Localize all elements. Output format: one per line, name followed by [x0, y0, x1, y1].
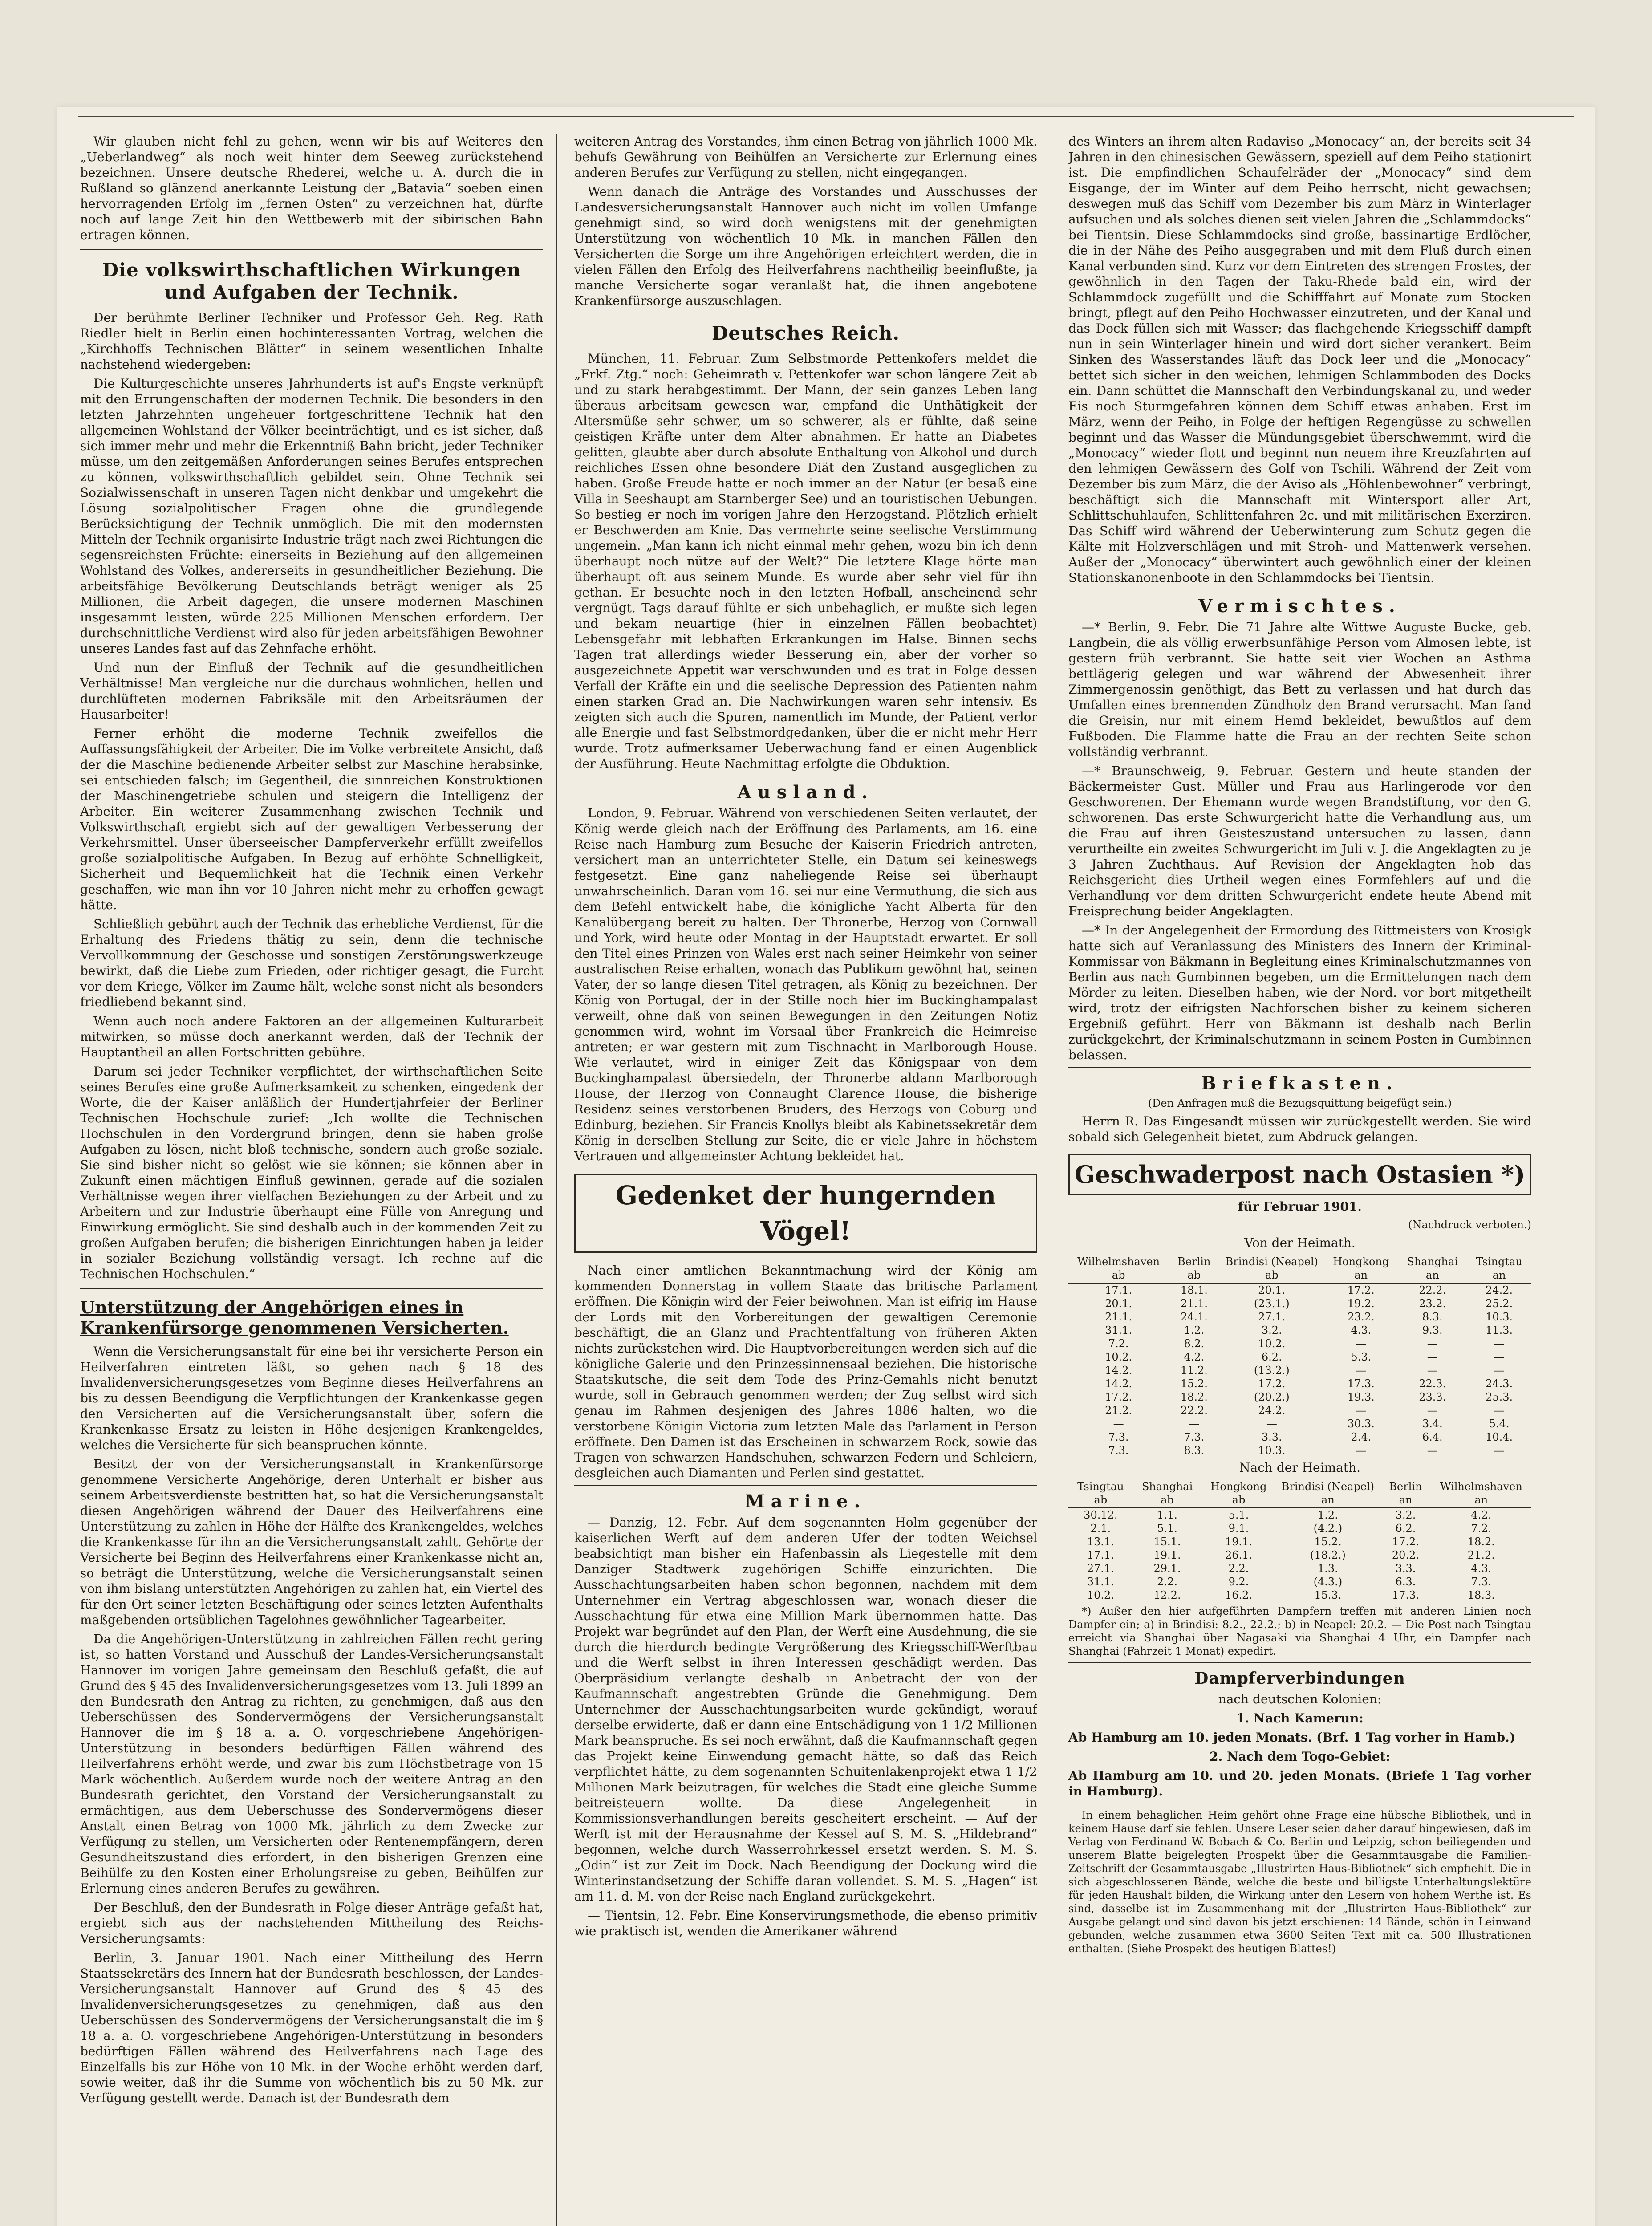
table-cell: 24.1.: [1180, 1311, 1208, 1323]
post-note: (Nachdruck verboten.): [1408, 1219, 1531, 1231]
section-divider: [80, 1288, 543, 1289]
article-paragraph: Der Beschluß, den der Bundesrath in Folge dieser Anträge gefaßt hat, ergiebt sich aus der nachstehenden Mittheilung des Reichs-Versicherungsamts:: [80, 1900, 543, 1946]
table-cell: 21.1.: [1105, 1311, 1132, 1323]
column-header: Wilhelmshaven an: [1431, 1479, 1531, 1508]
table-cell: —: [1356, 1364, 1367, 1377]
table-cell: 17.1.: [1087, 1549, 1114, 1561]
dampfer-togo-heading: 2. Nach dem Togo-Gebiet:: [1210, 1749, 1390, 1764]
table-cell: 23.2.: [1347, 1311, 1375, 1323]
table-caption-to-home: Nach der Heimath.: [1239, 1460, 1360, 1475]
top-rule: [78, 116, 1574, 117]
table-cell: 4.3.: [1471, 1562, 1492, 1575]
table-row: [1068, 1324, 1531, 1337]
headline-vermischtes: Vermischtes.: [1198, 596, 1401, 617]
advertisement-paragraph: In einem behaglichen Heim gehört ohne Frage eine hübsche Bibliothek, und in keinem Hause darf sie fehlen. Unsere Leser seien daher darauf hingewiesen, daß im Verlag von Ferdinand W. Bobach & Co. Berlin und Leipzig, schon beiliegenden und unserem Blatte beigelegten Prospekt über die Gesammtausgabe die Familien-Zeitschrift der Gesammtausgabe „Illustrirten Haus-Bibliothek“ sich empfiehlt. Die in sich abgeschlossenen Bände, welche die beste und billigste Unterhaltungslektüre für jeden Haushalt bilden, die Wirkung unter den Lesern von hohem Werthe ist. Es sind, dasselbe ist im Zusammenhang mit der „Illustrirten Haus-Bibliothek“ zur Ausgabe gelangt und sind davon bis jetzt erschienen: 14 Bände, schön in Leinwand gebunden, welche zusammen etwa 3600 Seiten Text mit ca. 500 Illustrationen enthalten. (Siehe Prospekt des heutigen Blattes!): [1068, 1809, 1531, 1955]
table-cell: 9.1.: [1228, 1522, 1249, 1535]
article-paragraph: des Winters an ihrem alten Radaviso „Monocacy“ an, der bereits seit 34 Jahren in den chinesischen Gewässern, speziell auf dem Peiho stationirt ist. Die empfindlichen Schaufelräder der „Monocacy“ sind dem Eisgange, der im Winter auf dem Peiho herrscht, nicht gewachsen; deswegen muß das Schiff vom Dezember bis zum März in Winterlager aufsuchen und als solches dienen seit vielen Jahren die „Schlammdocks“ bei Tientsin. Diese Schlammdocks sind große, bassinartige Erdlöcher, die in der Nähe des Peiho ausgegraben und mit dem Fluß durch einen Kanal verbunden sind. Kurz vor dem Eintreten des strengen Frostes, der gewöhnlich in den Tagen der Taku-Rhede bald ein, wird der Schlammdock zugefüllt und die Schifffahrt auf Monate zum Stocken bringt, pflegt auf den Peiho Hochwasser einzutreten, und der Kanal und das Dock füllen sich mit Wasser; das flachgehende Kriegsschiff dampft nun in sein Winterlager hinein und wird dort sicher verankert. Beim Sinken des Wasserstandes läuft das Dock leer und die „Monocacy“ bettet sich sicher in den weichen, lehmigen Schlammboden des Docks ein. Dann schüttet die Mannschaft den Verbindungskanal zu, und weder Eis noch Sturmgefahren können dem Schiff etwas anhaben. Erst im März, wenn der Peiho, in Folge der heftigen Regengüsse zu schwellen beginnt und das Wasser die Mündungsgebiet überschwemmt, wird die „Monocacy“ wieder flott und beginnt nun neuem ihre Kreuzfahrten auf den lehmigen Gewässern des Golf von Tschili. Während der Zeit vom Dezember bis zum März, die der Aviso als „Höhlenbewohner“ verbringt, beschäftigt sich die Mannschaft mit Wintersport aller Art, Schlittschuhlaufen, Schlittenfahren 2c. und mit militärischen Exerziren. Das Schiff wird während der Ueberwinterung zum Schutz gegen die Kälte mit Holzverschlägen und mit Stroh- und Mattenwerk versehen. Außer der „Monocacy“ überwintert auch gewöhnlich einer der kleinen Stationskanonenboote in den Schlammdocks bei Tientsin.: [1068, 134, 1531, 585]
article-paragraph: Der berühmte Berliner Techniker und Professor Geh. Reg. Rath Riedler hielt in Berlin einen hochinteressanten Vortrag, welchen die „Kirchhoffs Technischen Blätter“ in seinem wesentlichen Inhalte nachstehend wiedergeben:: [80, 310, 543, 372]
table-cell: —: [1356, 1404, 1367, 1417]
table-cell: (23.1.): [1254, 1297, 1290, 1310]
table-row: [1068, 1297, 1531, 1310]
table-cell: —: [1356, 1337, 1367, 1350]
table-cell: 21.2.: [1467, 1549, 1495, 1561]
table-row: [1068, 1404, 1531, 1417]
table-cell: 3.4.: [1422, 1418, 1443, 1430]
article-paragraph: — Danzig, 12. Febr. Auf dem sogenannten Holm gegenüber der kaiserlichen Werft auf dem anderen Ufer der todten Weichsel beabsichtigt man bisher ein Hafenbassin als Liegestelle mit dem Danziger Stadtwerk zugehörigen Schiffe einzurichten. Die Ausschachtungsarbeiten haben schon begonnen, nachdem mit dem Unternehmer ein Vertrag abgeschlossen war, wonach dieser die Ausschachtung für etwa eine Million Mark übernommen hatte. Das Projekt war begründet auf den Plan, der Werft eine Ausdehnung, die sie durch die hierdurch bedingte Vergrößerung des Kriegsschiff-Werftbau und die Werft selbst in ihren Interessen geschädigt werden. Das Oberpräsidium verlangte deshalb in Anbetracht der von der Kaufmannschaft angestrebten Gründe die Genehmigung. Dem Unternehmer der Ausschachtungsarbeiten wurde gekündigt, worauf derselbe erwiderte, daß er dann eine Entschädigung von 1 1/2 Millionen Mark beanspruche. Es sei noch erwähnt, daß die Kaufmannschaft gegen das Projekt keine Einwendung gemacht hätte, so daß das Reich verpflichtet hätte, zu dem sogenannten Schuitenlakenprojekt etwa 1 1/2 Millionen Mark beizutragen, für welches die Stadt eine gleiche Summe beitreisteuern wollte. Da diese Angelegenheit in Kommissionsverhandlungen bereits gescheitert erscheint. — Auf der Werft ist mit der Herausnahme der Kessel auf S. M. S. „Hildebrand“ begonnen, welche durch Wasserrohrkessel ersetzt werden. S. M. S. „Odin“ ist zur Zeit im Dock. Nach Beendigung der Dockung wird die Winterinstandsetzung der Schiffe daran vollendet. S. M. S. „Hagen“ ist am 11. d. M. von der Reise nach England zurückgekehrt.: [574, 1515, 1037, 1904]
article-paragraph: —* Braunschweig, 9. Februar. Gestern und heute standen der Bäckermeister Gust. Müller und Frau aus Harlingerode vor den Geschworenen. Der Ehemann wurde wegen Brandstiftung, vor den G. schworenen. Das erste Schwurgericht hatte die Verhandlung aus, um die Frau auf ihren Geisteszustand untersuchen zu lassen, dann verurtheilte ein zweites Schwurgericht im Juli v. J. die Angeklagten zu je 3 Jahren Zuchthaus. Auf Revision der Angeklagten hob das Reichsgericht dies Urtheil wegen eines Formfehlers auf und die Verhandlung vor dem dritten Schwurgericht endete heute Abend mit Freisprechung beider Angeklagten.: [1068, 764, 1531, 918]
table-cell: —: [1494, 1364, 1505, 1377]
table-cell: 22.2.: [1419, 1284, 1446, 1296]
article-paragraph: Wir glauben nicht fehl zu gehen, wenn wir bis auf Weiteres den „Ueberlandweg“ als noch weit hinter dem Seeweg zurückstehend bezeichnen. Unsere deutsche Rhederei, welche u. A. durch die in Rußland so glänzend anerkannte Leistung der „Batavia“ soeben einen hervorragenden Erfolg im „fernen Osten“ zu verzeichnen hat, dürfte noch auf lange Zeit hin den Wettbewerb mit der sibirischen Bahn ertragen können.: [80, 134, 543, 242]
article-paragraph: —* Berlin, 9. Febr. Die 71 Jahre alte Wittwe Auguste Bucke, geb. Langbein, die als völlig erwerbsunfähige Person vom Almosen lebte, ist gestern früh verbrannt. Sie hatte seit vier Wochen an Asthma bettlägerig gelegen und war während der Abwesenheit ihrer Zimmergenossin genöthigt, das Bett zu verlassen und hat durch das Umfallen eines brennenden Zündholz den Brand verursacht. Man fand die Greisin, nur mit einem Hemd bekleidet, bewußtlos auf dem Fußboden. Die Flamme hatte die Frau an der rechten Seite schon vollständig verbrannt.: [1068, 620, 1531, 759]
table-cell: 3.3.: [1395, 1562, 1416, 1575]
table-cell: (20.2.): [1254, 1391, 1290, 1403]
table-cell: 4.2.: [1471, 1509, 1492, 1521]
table-cell: —: [1494, 1404, 1505, 1417]
table-cell: 2.1.: [1090, 1522, 1111, 1535]
table-cell: 5.1.: [1157, 1522, 1177, 1535]
table-row: [1068, 1337, 1531, 1350]
table-cell: 2.4.: [1351, 1431, 1372, 1443]
article-paragraph: Und nun der Einfluß der Technik auf die gesundheitlichen Verhältnisse! Man vergleiche nur die durchaus wohnlichen, hellen und durchlüfteten modernen Fabriksäle mit den Arbeitsräumen der Hausarbeiter!: [80, 660, 543, 722]
article-paragraph: — Tientsin, 12. Febr. Eine Konservirungsmethode, die ebenso primitiv wie praktisch ist, wenden die Amerikaner während: [574, 1908, 1037, 1938]
table-cell: 17.2.: [1392, 1535, 1419, 1548]
table-cell: 18.2.: [1180, 1391, 1208, 1403]
table-cell: 31.1.: [1105, 1324, 1132, 1336]
table-row: [1068, 1377, 1531, 1390]
table-row: [1068, 1562, 1531, 1575]
headline-unterstuetzung: Unterstützung der Angehörigen eines in Krankenfürsorge genommenen Versicherten.: [80, 1297, 509, 1338]
table-cell: —: [1427, 1337, 1438, 1350]
table-cell: 19.3.: [1347, 1391, 1375, 1403]
table-cell: 16.2.: [1225, 1589, 1253, 1601]
table-cell: 8.3.: [1422, 1311, 1443, 1323]
table-cell: 5.4.: [1489, 1418, 1510, 1430]
schedule-table-from-home: [1068, 1254, 1531, 1457]
table-header-row: [1068, 1479, 1531, 1508]
table-cell: 23.2.: [1419, 1297, 1446, 1310]
table-cell: —: [1494, 1444, 1505, 1457]
column-header: Berlin ab: [1169, 1254, 1219, 1283]
headline-briefkasten: Briefkasten.: [1201, 1073, 1399, 1094]
table-row: [1068, 1444, 1531, 1457]
table-cell: 4.3.: [1351, 1324, 1372, 1336]
table-cell: 9.2.: [1228, 1576, 1249, 1588]
table-cell: 7.2.: [1108, 1337, 1129, 1350]
table-cell: 10.2.: [1258, 1337, 1286, 1350]
table-cell: —: [1266, 1418, 1277, 1430]
table-cell: 2.2.: [1157, 1576, 1177, 1588]
article-paragraph: weiteren Antrag des Vorstandes, ihm einen Betrag von jährlich 1000 Mk. behufs Gewährung von Beihülfen an Versicherte zur Erlernung eines anderen Berufes zur Verfügung zu stellen, nicht eingegangen.: [574, 134, 1037, 180]
headline-marine: Marine.: [745, 1491, 867, 1512]
table-cell: 23.3.: [1419, 1391, 1446, 1403]
table-cell: 30.12.: [1084, 1509, 1118, 1521]
article-paragraph: Ferner erhöht die moderne Technik zweifellos die Auffassungsfähigkeit der Arbeiter. Die im Volke verbreitete Ansicht, daß der die Maschine bedienende Arbeiter selbst zur Maschine herabsinke, sei entschieden falsch; im Gegentheil, die sinnreichen Konstruktionen der Maschinengetriebe schulen und steigern die Intelligenz der Arbeiter. Ein weiterer Zusammenhang zwischen Technik und Volkswirthschaft ergiebt sich auf der gewaltigen Verbesserung der Verkehrsmittel. Unser überseeischer Dampferverkehr erfüllt zweifellos große sozialpolitische Aufgaben. In Bezug auf erhöhte Schnelligkeit, Sicherheit und Bequemlichkeit hat die Technik einen Verkehr geschaffen, wie man ihn vor 10 Jahren nicht mehr zu erhoffen gewagt hätte.: [80, 726, 543, 912]
column-header: Wilhelmshaven ab: [1068, 1254, 1169, 1283]
table-cell: 8.3.: [1184, 1444, 1205, 1457]
table-cell: 5.3.: [1351, 1351, 1372, 1363]
table-cell: 3.2.: [1261, 1324, 1282, 1336]
table-cell: 17.3.: [1347, 1377, 1375, 1390]
headline-dampferverbindungen: Dampferverbindungen: [1194, 1669, 1405, 1688]
column-header: Shanghai an: [1398, 1254, 1467, 1283]
table-row: [1068, 1548, 1531, 1562]
table-cell: —: [1356, 1444, 1367, 1457]
section-divider: [1068, 1067, 1531, 1068]
headline-ausland: Ausland.: [737, 782, 874, 803]
column-header: Shanghai ab: [1133, 1479, 1202, 1508]
table-cell: 7.2.: [1471, 1522, 1492, 1535]
article-paragraph: Wenn danach die Anträge des Vorstandes und Ausschusses der Landesversicherungsanstalt Hannover auch nicht im vollen Umfange genehmigt sind, so wird doch wenigstens mit der genehmigten Unterstützung von wöchentlich 10 Mk. in manchen Fällen den Versicherten die Sorge um ihre Angehörigen erleichtert werden, die in vielen Fällen den Erfolg des Heilverfahrens nachtheilig beeinflußte, ja manche Versicherte sogar veranlaßt hat, die ihnen angebotene Krankenfürsorge auszuschlagen.: [574, 184, 1037, 308]
table-cell: 21.2.: [1105, 1404, 1132, 1417]
table-cell: 17.1.: [1105, 1284, 1132, 1296]
article-paragraph: Die Kulturgeschichte unseres Jahrhunderts ist auf's Engste verknüpft mit den Errungenschaften der modernen Technik. Die besonders in den letzten Jahrzehnten ungeheuer fortgeschrittene Technik hat den allgemeinen Wohlstand der Völker beeinträchtigt, und es ist sicher, daß sich immer mehr und mehr die Erkenntniß Bahn bricht, jeder Techniker müsse, um den zeitgemäßen Anforderungen seines Berufes entsprechen zu können, volkswirthschaftlich gebildet sein. Ohne Technik sei Sozialwissenschaft in unseren Tagen nicht denkbar und umgekehrt die Lösung sozialpolitischer Fragen ohne die grundlegende Berücksichtigung der Technik unmöglich. Die mit den modernsten Mitteln der Technik organisirte Industrie trägt nach zwei Richtungen die segensreichsten Früchte: einerseits in Beziehung auf den allgemeinen Wohlstand des Volkes, andererseits in gesundheitlicher Beziehung. Die arbeitsfähige Bevölkerung Deutschlands beträgt weniger als 25 Millionen, die Arbeit dagegen, die unsere modernen Maschinen insgesammt leisten, würde 225 Millionen Menschen erfordern. Der durchschnittliche Verdienst wird also für jeden arbeitsfähigen Bewohner unseres Landes fast auf das Zehnfache erhöht.: [80, 376, 543, 656]
column-header: Hongkong ab: [1201, 1479, 1275, 1508]
table-cell: 1.2.: [1318, 1509, 1338, 1521]
article-paragraph: —* In der Angelegenheit der Ermordung des Rittmeisters von Krosigk hatte sich auf Veranlassung des Ministers des Innern der Kriminal-Kommissar von Bäkmann in Begleitung eines Kriminalschutzmannes von Berlin aus nach Gumbinnen begeben, um die Ermittelungen nach dem Mörder zu leiten. Dieselben haben, wie der Nord. vor bort mitgetheilt wird, trotz der eifrigsten Nachforschen bisher zu keinem sicheren Ergebniß geführt. Herr von Bäkmann ist deshalb nach Berlin zurückgekehrt, der Kriminalschutzmann in seinem Posten in Gumbinnen belassen.: [1068, 923, 1531, 1062]
table-row: [1068, 1283, 1531, 1297]
column-right: [1068, 134, 1531, 2226]
table-row: [1068, 1522, 1531, 1535]
article-paragraph: Besitzt der von der Versicherungsanstalt in Krankenfürsorge genommene Versicherte Angehörige, deren Unterhalt er bisher aus seinem Arbeitsverdienste bestritten hat, so hat die Versicherungsanstalt diesen Angehörigen während der Dauer des Heilverfahrens eine Unterstützung zu zahlen in Höhe der Hälfte des Krankengeldes, welches die Krankenkasse für ihn an die Versicherungsanstalt zahlt. Gehörte der Versicherte bei Beginn des Heilverfahrens einer Krankenkasse nicht an, so beträgt die Unterstützung, welche die Versicherungsanstalt seinen von ihm bislang unterstützten Angehörigen zu zahlen hat, ein Viertel des für den Ort seiner letzten Beschäftigung oder seines letzten Aufenthalts maßgebenden ortsüblichen Tagelohnes gewöhnlicher Tagearbeiter.: [80, 1457, 543, 1627]
table-cell: 7.3.: [1184, 1431, 1205, 1443]
table-cell: (4.2.): [1313, 1522, 1343, 1535]
table-cell: 10.2.: [1105, 1351, 1132, 1363]
table-cell: 13.1.: [1087, 1535, 1114, 1548]
table-cell: 31.1.: [1087, 1576, 1114, 1588]
table-row: [1068, 1535, 1531, 1548]
column-header: Brindisi (Neapel) ab: [1220, 1254, 1324, 1283]
post-subtitle: für Februar 1901.: [1238, 1199, 1362, 1214]
table-cell: 8.2.: [1184, 1337, 1205, 1350]
table-cell: 27.1.: [1258, 1311, 1286, 1323]
table-row: [1068, 1350, 1531, 1364]
table-row: [1068, 1575, 1531, 1588]
table-cell: 22.2.: [1180, 1404, 1208, 1417]
table-cell: 6.4.: [1422, 1431, 1443, 1443]
table-cell: 12.2.: [1153, 1589, 1181, 1601]
article-paragraph: Wenn auch noch andere Faktoren an der allgemeinen Kulturarbeit mitwirken, so müsse doch anerkannt werden, daß der Technik der Hauptantheil an allen Fortschritten gebühre.: [80, 1014, 543, 1060]
table-cell: 24.3.: [1486, 1377, 1513, 1390]
table-cell: (18.2.): [1310, 1549, 1346, 1561]
table-cell: —: [1189, 1418, 1200, 1430]
table-cell: 24.2.: [1486, 1284, 1513, 1296]
table-cell: 9.3.: [1422, 1324, 1443, 1336]
article-paragraph: Herrn R. Das Eingesandt müssen wir zurückgestellt werden. Sie wird sobald sich Gelegenheit bietet, zum Abdruck gelangen.: [1068, 1114, 1531, 1144]
table-cell: 19.2.: [1347, 1297, 1375, 1310]
table-cell: 10.3.: [1486, 1311, 1513, 1323]
table-cell: 30.3.: [1347, 1418, 1375, 1430]
column-middle: [574, 134, 1037, 2226]
table-cell: 6.3.: [1395, 1576, 1416, 1588]
table-cell: —: [1427, 1364, 1438, 1377]
column-header: Brindisi (Neapel) an: [1276, 1479, 1380, 1508]
table-cell: 7.3.: [1471, 1576, 1492, 1588]
table-cell: —: [1427, 1351, 1438, 1363]
table-cell: 22.3.: [1419, 1377, 1446, 1390]
table-cell: 10.2.: [1087, 1589, 1114, 1601]
table-cell: 1.1.: [1157, 1509, 1177, 1521]
table-cell: 1.3.: [1318, 1562, 1338, 1575]
table-cell: 2.2.: [1228, 1562, 1249, 1575]
table-cell: 24.2.: [1258, 1404, 1286, 1417]
table-row: [1068, 1390, 1531, 1404]
table-row: [1068, 1310, 1531, 1324]
article-paragraph: London, 9. Februar. Während von verschiedenen Seiten verlautet, der König werde gleich nach der Eröffnung des Parlaments, am 16. eine Reise nach Hamburg zum Besuche der Kaiserin Friedrich antreten, versichert man an unterrichteter Stelle, ein Datum sei keineswegs festgesetzt. Eine ganz naheliegende Reise sei überhaupt unwahrscheinlich. Daran vom 16. sei nur eine Vermuthung, die sich aus dem Befehl entwickelt habe, die königliche Yacht Alberta für den Kanalübergang bereit zu halten. Der Thronerbe, Herzog von Cornwall und York, wird heute oder Montag in der Hauptstadt erwartet. Er soll den Titel eines Prinzen von Wales erst nach seiner Heimkehr von seiner australischen Reise erhalten, wonach das Publikum gewöhnt hat, seinen Vater, der so lange diesen Titel getragen, als König zu bezeichnen. Der König von Portugal, der in der Stille noch hier im Buckinghampalast verweilt, ohne daß von seinen Bewegungen in den Zeitungen Notiz genommen wird, wohnt im Vorsaal über Frankreich die Heimreise antreten; er war gestern mit zum Tischnacht in Marlborough House. Wie verlautet, wird in einiger Zeit das Königspaar von dem Buckinghampalast übersiedeln, der Thronerbe aldann Marlborough House, der Herzog von Connaught Clarence House, die bisherige Residenz seines verstorbenen Bruders, des Herzogs von Coburg und Edinburg, beziehen. Sir Francis Knollys bleibt als Kabinetssekretär dem König in derselben Stellung zur Seite, die er viele Jahre in höchstem Vertrauen und allgemeinster Achtung bekleidet hat.: [574, 806, 1037, 1163]
table-cell: 7.3.: [1108, 1444, 1129, 1457]
table-cell: 15.2.: [1180, 1377, 1208, 1390]
table-cell: 3.3.: [1261, 1431, 1282, 1443]
table-cell: 18.2.: [1467, 1535, 1495, 1548]
article-paragraph: München, 11. Februar. Zum Selbstmorde Pettenkofers meldet die „Frkf. Ztg.“ noch: Geheimrath v. Pettenkofer war schon längere Zeit ab und zu stark herabgestimmt. Der Mann, der sein ganzes Leben lang überaus arbeitsam gewesen war, empfand die Unthätigkeit der Altersmüße sehr schwer, um so schwerer, als er fühlte, daß seine geistigen Kräfte unter dem Alter abnahmen. Er hatte an Diabetes gelitten, glaubte aber durch absolute Enthaltung von Alkohol und durch reichliches Essen ohne besondere Diät den Zustand ausgeglichen zu haben. Große Freude hatte er noch immer an der Natur (er besaß eine Villa in Seeshaupt am Starnberger See) und an touristischen Uebungen. So bestieg er noch im vorigen Jahre den Herzogstand. Plötzlich erhielt er Beschwerden am Knie. Das vermehrte seine seelische Verstimmung ungemein. „Man kann ich nicht einmal mehr gehen, wozu bin ich denn überhaupt noch nütze auf der Welt?“ Die letztere Klage hörte man überhaupt oft aus seinem Munde. Es wurde aber sehr viel für ihn gethan. Er besuchte noch in den letzten Hofball, anscheinend sehr vergnügt. Tags darauf fühlte er sich unbehaglich, er mußte sich legen und bekam neuartige (hier in einzelnen Fällen beobachtet) Lebensgefahr mit lebhaften Erkrankungen im Halse. Binnen sechs Tagen trat allerdings wieder Besserung ein, aber der vorher so ausgezeichnete Appetit war verschwunden und es trat in Folge dessen Verfall der Kräfte ein und die seelische Depression des Patienten nahm einen starken Grad an. Die Nachwirkungen waren sehr intensiv. Es zeigten sich auch die Spuren, namentlich im Munde, der Patient verlor alle Energie und fast Selbstmordgedanken, über die er nicht mehr Herr wurde. Trotz aufmerksamer Ueberwachung fand er einen Augenblick der Ausführung. Heute Nachmittag erfolgte die Obduktion.: [574, 351, 1037, 771]
column-divider: [556, 134, 557, 2226]
table-cell: 20.1.: [1258, 1284, 1286, 1296]
table-cell: (13.2.): [1254, 1364, 1290, 1377]
column-header: Tsingtau ab: [1068, 1479, 1133, 1508]
table-cell: 14.2.: [1105, 1377, 1132, 1390]
table-cell: 18.1.: [1180, 1284, 1208, 1296]
table-cell: 5.1.: [1228, 1509, 1249, 1521]
table-cell: 17.2.: [1258, 1377, 1286, 1390]
table-row: [1068, 1364, 1531, 1377]
table-cell: —: [1494, 1351, 1505, 1363]
table-cell: 15.2.: [1314, 1535, 1342, 1548]
table-cell: 25.2.: [1486, 1297, 1513, 1310]
table-cell: 3.2.: [1395, 1509, 1416, 1521]
table-header-row: [1068, 1254, 1531, 1283]
column-header: Hongkong an: [1324, 1254, 1398, 1283]
table-caption-from-home: Von der Heimath.: [1244, 1235, 1356, 1250]
table-cell: 10.4.: [1486, 1431, 1513, 1443]
schedule-table-to-home: [1068, 1479, 1531, 1602]
table-row: [1068, 1417, 1531, 1430]
table-cell: 20.2.: [1392, 1549, 1419, 1561]
table-cell: 18.3.: [1467, 1589, 1495, 1601]
table-cell: 21.1.: [1180, 1297, 1208, 1310]
table-cell: —: [1427, 1444, 1438, 1457]
table-cell: —: [1113, 1418, 1124, 1430]
dampfer-subtitle: nach deutschen Kolonien:: [1218, 1692, 1382, 1706]
table-cell: 19.1.: [1153, 1549, 1181, 1561]
table-cell: 20.1.: [1105, 1297, 1132, 1310]
headline-deutsches-reich: Deutsches Reich.: [711, 322, 900, 344]
section-divider: [80, 249, 543, 250]
dampfer-kamerun-heading: 1. Nach Kamerun:: [1236, 1711, 1364, 1726]
table-cell: 17.2.: [1105, 1391, 1132, 1403]
table-cell: 17.2.: [1347, 1284, 1375, 1296]
dampfer-togo-text: Ab Hamburg am 10. und 20. jeden Monats. (Briefe 1 Tag vorher in Hamburg).: [1068, 1768, 1531, 1799]
table-cell: 14.2.: [1105, 1364, 1132, 1377]
table-cell: 19.1.: [1225, 1535, 1253, 1548]
column-left: [80, 134, 543, 2226]
boxed-headline-voegel: Gedenket der hungernden Vögel!: [574, 1174, 1037, 1253]
article-paragraph: Berlin, 3. Januar 1901. Nach einer Mittheilung des Herrn Staatssekretärs des Innern hat der Bundesrath beschlossen, der Landes-Versicherungsanstalt Hannover auf Grund des § 45 des Invalidenversicherungsgesetzes zu genehmigen, daß aus den Ueberschüssen des Sondervermögens der Versicherungsanstalt die im § 18 a. a. O. vorgeschriebene Angehörigen-Unterstützung in besonders bedürftigen Fällen während des Heilverfahrens nach Lage des Einzelfalls bis zur Höhe von 10 Mk. in der Woche erhöht werden darf, sowie weiter, daß ihr die Summe von wöchentlich bis zu 50 Mk. zur Verfügung gestellt werde. Danach ist der Bundesrath dem: [80, 1950, 543, 2105]
table-cell: 4.2.: [1184, 1351, 1205, 1363]
section-divider: [1068, 1662, 1531, 1663]
column-header: Berlin an: [1380, 1479, 1431, 1508]
article-paragraph: Da die Angehörigen-Unterstützung in zahlreichen Fällen recht gering ist, so hatten Vorstand und Ausschuß der Landes-Versicherungsanstalt Hannover im vorigen Jahre gemeinsam den Beschluß gefaßt, die auf Grund des § 45 des Invalidenversicherungsgesetzes vom 13. Juli 1899 an den Bundesrath den Antrag zu richten, zu genehmigen, daß aus den Ueberschüssen des Sondervermögens der Versicherungsanstalt Hannover die im § 18 a. a. O. vorgeschriebene Angehörigen-Unterstützung in besonders bedürftigen Fällen während des Heilverfahrens erhöht werde, und zwar bis zum Höchstbetrage von 15 Mark wöchentlich. Außerdem wurde noch der weitere Antrag an den Bundesrath gerichtet, den Vorstand der Versicherungsanstalt zu ermächtigen, aus dem Ueberschusse des Sondervermögens dieser Anstalt einen Betrag von 1000 Mk. jährlich zu dem Zwecke zur Verfügung zu stellen, um Versicherten oder Rentenempfängern, deren Gesundheitszustand dies erfordert, in den bisherigen Grenzen eine Beihülfe zu den Kosten einer Erholungsreise zu geben, Beihülfen zur Erlernung eines anderen Berufes zu gewähren.: [80, 1632, 543, 1896]
table-cell: 11.3.: [1486, 1324, 1513, 1336]
table-row: [1068, 1588, 1531, 1602]
table-cell: 6.2.: [1261, 1351, 1282, 1363]
article-paragraph: Nach einer amtlichen Bekanntmachung wird der König am kommenden Donnerstag in vollem Staate das britische Parlament eröffnen. Die Königin wird der Feier beiwohnen. Man ist eifrig im Hause der Lords mit den Vorbereitungen der gewaltigen Ceremonie beschäftigt, die an Glanz und Prachtentfaltung von früheren Akten nichts zurückstehen wird. Die Hauptvorbereitungen werden sich auf die königliche Galerie und den Prinzessinnensaal beziehen. Die historische Staatskutsche, die seit dem Tode des Prinz-Gemahls nicht benutzt wurde, soll in Gebrauch genommen werden; der Zug selbst wird sich genau im Rahmen desjenigen des Jahres 1886 halten, wo die verstorbene Königin Victoria zum letzten Male das Parlament in Person eröffnete. Den Damen ist das Erscheinen in schwarzem Rock, sowie das Tragen von schwarzen Handschuhen, schwarzen Federn und Schleiern, desgleichen auch Diamanten und Perlen sind gestattet.: [574, 1263, 1037, 1480]
briefkasten-note: (Den Anfragen muß die Bezugsquittung beigefügt sein.): [1148, 1097, 1452, 1109]
article-paragraph: Schließlich gebührt auch der Technik das erhebliche Verdienst, für die Erhaltung des Friedens thätig zu sein, denn die technische Vervollkommnung der Geschosse und sonstigen Zerstörungswerkzeuge bewirkt, daß die Liebe zum Frieden, oder richtiger gesagt, die Furcht vor dem Kriege, Völker im Zaume hält, welche sonst nicht als besonders friedliebend bekannt sind.: [80, 917, 543, 1009]
table-cell: 15.1.: [1153, 1535, 1181, 1548]
table-cell: 25.3.: [1486, 1391, 1513, 1403]
table-row: [1068, 1430, 1531, 1444]
table-cell: 27.1.: [1087, 1562, 1114, 1575]
article-paragraph: Wenn die Versicherungsanstalt für eine bei ihr versicherte Person ein Heilverfahren eintreten läßt, so gehen nach § 18 des Invalidenversicherungsgesetzes vom Beginne dieses Heilverfahrens an bis zu dessen Beendigung die Verpflichtungen der Krankenkasse gegen den Versicherten auf die Versicherungsanstalt über, sofern die Krankenkasse Ersatz zu leisten in Höhe desjenigen Krankengeldes, welches die Versicherte für sich beanspruchen könnte.: [80, 1344, 543, 1452]
dampfer-kamerun-text: Ab Hamburg am 10. jeden Monats. (Brf. 1 Tag vorher in Hamb.): [1068, 1730, 1516, 1745]
table-cell: —: [1427, 1404, 1438, 1417]
table-cell: 15.3.: [1314, 1589, 1342, 1601]
table-cell: —: [1494, 1337, 1505, 1350]
table-cell: 11.2.: [1180, 1364, 1208, 1377]
table-cell: 29.1.: [1153, 1562, 1181, 1575]
post-footnote: *) Außer den hier aufgeführten Dampfern treffen mit anderen Linien noch Dampfer ein; a) in Brindisi: 8.2., 22.2.; b) in Neapel: 20.2. — Die Post nach Tsingtau erreicht via Shanghai über Nagasaki via Shanghai 4 Uhr, ein Dampfer nach Shanghai (Fahrzeit 1 Monat) expedirt.: [1068, 1605, 1531, 1657]
table-cell: 10.3.: [1258, 1444, 1286, 1457]
article-paragraph: Darum sei jeder Techniker verpflichtet, der wirthschaftlichen Seite seines Berufes eine große Aufmerksamkeit zu schenken, eingedenk der Worte, die der Kaiser anläßlich der Hundertjahrfeier der Berliner Technischen Hochschule zurief: „Ich wollte die Technischen Hochschulen in den Vordergrund bringen, denn sie haben große Aufgaben zu lösen, nicht bloß technische, sondern auch große soziale. Sie sind bisher nicht so gelöst wie sie können; sie können aber in Zukunft einen mächtigen Einfluß gewinnen, gerade auf die sozialen Verhältnisse wegen ihrer vielfachen Beziehungen zu der Arbeit und zu Arbeitern und zur Industrie überhaupt eine Fülle von Anregung und Einwirkung ermöglicht. Sie sind deshalb auch in der kommenden Zeit zu großen Aufgaben berufen; die bisherigen Einrichtungen haben ja leider in sozialer Beziehung vollständig versagt. Ich rechne auf die Technischen Hochschulen.“: [80, 1064, 543, 1281]
table-cell: 17.3.: [1392, 1589, 1419, 1601]
table-cell: 7.3.: [1108, 1431, 1129, 1443]
table-cell: 6.2.: [1395, 1522, 1416, 1535]
table-cell: 1.2.: [1184, 1324, 1205, 1336]
boxed-headline-geschwaderpost: Geschwaderpost nach Ostasien *): [1068, 1154, 1531, 1195]
column-header: Tsingtau an: [1467, 1254, 1531, 1283]
section-divider: [574, 1485, 1037, 1486]
table-cell: 26.1.: [1225, 1549, 1253, 1561]
headline-technik: Die volkswirthschaftlichen Wirkungen und Aufgaben der Technik.: [102, 259, 521, 303]
table-cell: (4.3.): [1313, 1576, 1343, 1588]
table-row: [1068, 1508, 1531, 1522]
